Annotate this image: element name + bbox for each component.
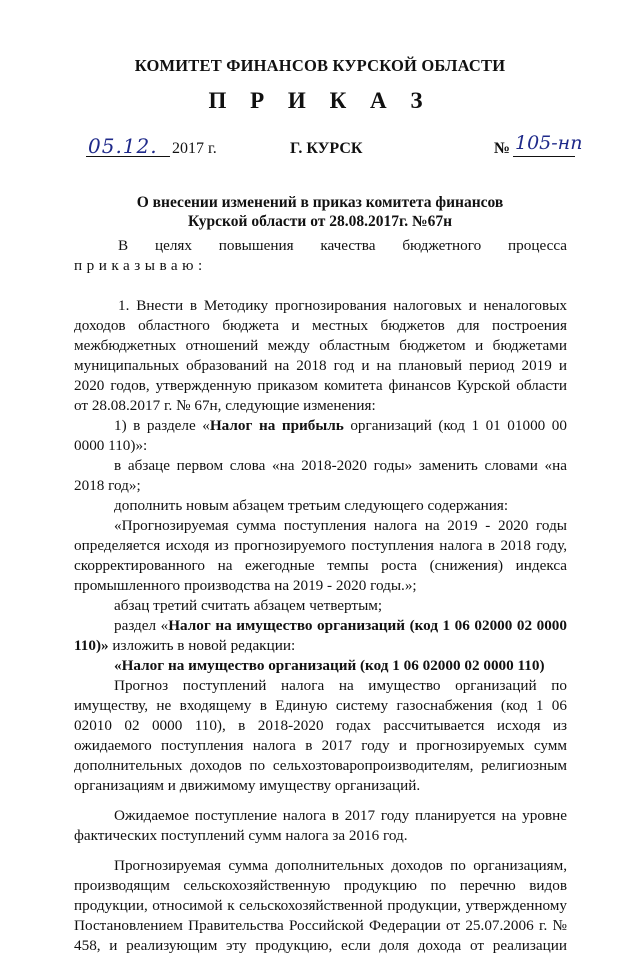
city-label: Г. КУРСК xyxy=(290,140,363,157)
item1-line-5: 2020 годов, утвержденную приказом комитета финансов Курской области xyxy=(74,377,567,394)
para-a1-line-2: 2018 год»; xyxy=(74,477,141,494)
committee-heading: КОМИТЕТ ФИНАНСОВ КУРСКОЙ ОБЛАСТИ xyxy=(134,56,506,75)
number-underline xyxy=(513,156,575,157)
intro-line-2: приказываю: xyxy=(74,257,207,274)
order-body xyxy=(74,236,567,956)
para-h-line-1: Прогнозируемая сумма дополнительных доходов по организациям, xyxy=(114,857,567,874)
para-f-line-4: ожидаемого поступления налога в 2017 году и прогнозируемых сумм xyxy=(74,737,567,754)
para-a1-line-1: в абзаце первом слова «на 2018-2020 годы» заменить словами «на xyxy=(114,457,567,474)
item1-line-3: межбюджетных отношений между областным бюджетом и бюджетами xyxy=(74,337,567,354)
sub1-line-1: 1) в разделе «Налог на прибыль организаций (код 1 01 01000 00 xyxy=(114,417,567,434)
order-subject xyxy=(0,193,640,231)
para-g-line-1: Ожидаемое поступление налога в 2017 году планируется на уровне xyxy=(114,807,567,824)
para-f-line-5: дополнительных доходов по сельхозтоваропроизводителям, религиозным xyxy=(74,757,567,774)
intro-line-1: В целях повышения качества бюджетного процесса xyxy=(118,237,567,254)
handwritten-date: 05.12. xyxy=(88,134,158,158)
quote-line-4: промышленного производства на 2019 - 2020 годы.»; xyxy=(74,577,417,594)
date-year: 2017 г. xyxy=(172,140,217,157)
section-line-2: 110)» изложить в новой редакции: xyxy=(74,637,296,654)
item1-line-6: от 28.08.2017 г. № 67н, следующие изменения: xyxy=(74,397,376,414)
para-a3: абзац третий считать абзацем четвертым; xyxy=(114,597,383,614)
quote-line-2: определяется исходя из прогнозируемого поступления налога в 2018 году, xyxy=(74,537,567,554)
quote-line-3: скорректированного на ежегодные темпы роста (снижения) индекса xyxy=(74,557,567,574)
subject-line-2: Курской области от 28.08.2017г. №67н xyxy=(187,213,453,230)
para-f-line-1: Прогноз поступлений налога на имущество организаций по xyxy=(114,677,567,694)
para-h-line-3: продукции, относимой к сельскохозяйственной продукции, утвержденному xyxy=(74,897,567,914)
order-title: П Р И К А З xyxy=(208,88,432,113)
item1-line-4: муниципальных образований на 2018 год и на плановый период 2019 и xyxy=(74,357,567,374)
para-h-line-2: производящим сельскохозяйственную продукцию по перечню видов xyxy=(74,877,567,894)
para-f-line-3: 02010 02 0000 110), в 2018-2020 годах рассчитывается исходя из xyxy=(74,717,567,734)
quote-line-1: «Прогнозируемая сумма поступления налога на 2019 - 2020 годы xyxy=(114,517,567,534)
sub1-line-2: 0000 110)»: xyxy=(74,437,148,454)
para-g-line-2: фактических поступлений сумм налога за 2016 год. xyxy=(74,827,408,844)
handwritten-number: 105-нп xyxy=(515,132,583,154)
para-f-line-6: организациям и движимому имуществу организаций. xyxy=(74,777,421,794)
section-line-1: раздел «Налог на имущество организаций (код 1 06 02000 02 0000 xyxy=(114,617,567,634)
date-underline xyxy=(86,156,170,157)
subject-line-1: О внесении изменений в приказ комитета финансов xyxy=(136,194,504,211)
para-h-line-5: 458, и реализующим эту продукцию, если доля дохода от реализации xyxy=(74,937,567,954)
para-f-line-2: имуществу, не входящему в Единую систему газоснабжения (код 1 06 xyxy=(74,697,567,714)
number-label: № xyxy=(494,140,511,157)
para-h-line-4: Постановлением Правительства Российской Федерации от 25.07.2006 г. № xyxy=(74,917,567,934)
dateline xyxy=(0,132,640,168)
new-section-heading: «Налог на имущество организаций (код 1 06 02000 02 0000 110) xyxy=(114,657,545,674)
item1-line-2: доходов областного бюджета и местных бюджетов для построения xyxy=(74,317,567,334)
para-a2: дополнить новым абзацем третьим следующего содержания: xyxy=(114,497,509,514)
item1-line-1: 1. Внести в Методику прогнозирования налоговых и неналоговых xyxy=(118,297,567,314)
